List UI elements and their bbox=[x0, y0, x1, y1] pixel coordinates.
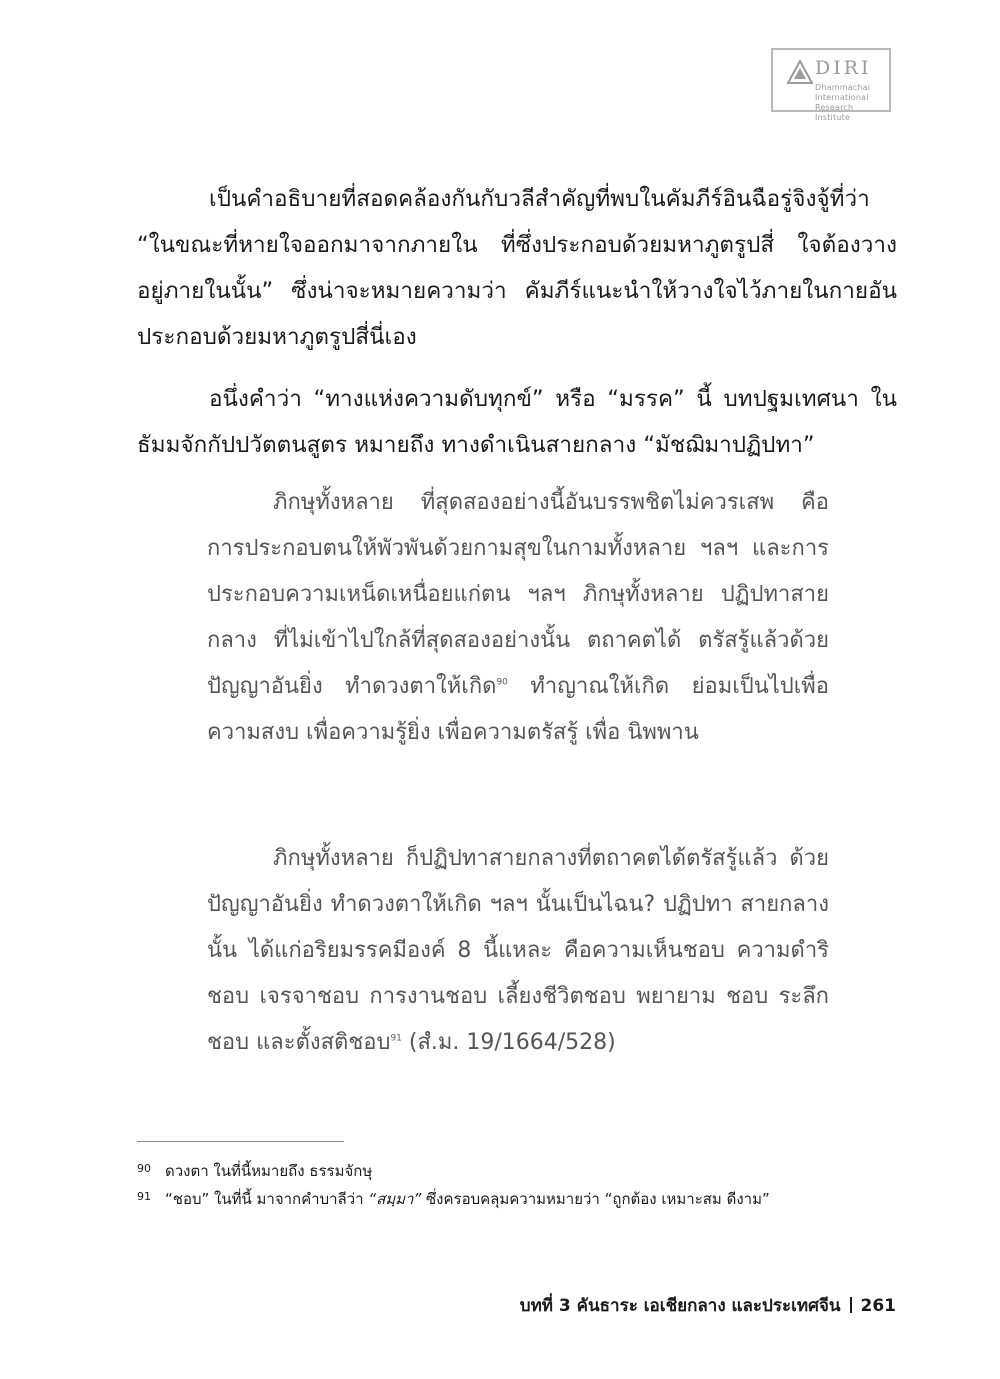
pali-term: “สมฺมา” bbox=[368, 1190, 422, 1208]
footnote-ref-91[interactable]: 91 bbox=[390, 1033, 402, 1044]
page-number: 261 bbox=[860, 1296, 896, 1316]
footnote-number: 90 bbox=[137, 1162, 151, 1175]
footer-separator bbox=[850, 1297, 852, 1313]
chapter-title: บทที่ 3 คันธาระ เอเชียกลาง และประเทศจีน bbox=[519, 1296, 841, 1316]
logo-wordmark: DIRI bbox=[815, 57, 872, 79]
quote-2-text: ภิกษุทั้งหลาย ก็ปฏิปทาสายกลางที่ตถาคตได้ตรัสรู้แล้ว ด้วยปัญญาอันยิ่ง ทำดวงตาให้เกิด ฯลฯ นั้นเป็นไฉน? ปฏิปทา สายกลางนั้น ได้แก่อริยมรรคมีองค์ 8 นี้แหละ คือความเห็นชอบ ความดำริชอบ เจรจาชอบ การงานชอบ เลี้ยงชีวิตชอบ พยายาม ชอบ ระลึกชอบ และตั้งสติชอบ bbox=[207, 846, 829, 1055]
body-paragraph-2: อนึ่งคำว่า “ทางแห่งความดับทุกข์” หรือ “มรรค” นี้ บทปฐมเทศนา ในธัมมจักกัปปวัตตนสูตร หมายถึง ทางดำเนินสายกลาง “มัชฌิมาปฏิปทา” bbox=[137, 386, 897, 458]
quote-block-1 bbox=[207, 480, 829, 756]
footnote-text: “ชอบ” ในที่นี้ มาจากคำบาลีว่า bbox=[165, 1190, 369, 1208]
footnote-number: 91 bbox=[137, 1190, 151, 1203]
diri-logo bbox=[771, 48, 891, 122]
logo-subtitle bbox=[815, 83, 889, 123]
footnote-ref-90[interactable]: 90 bbox=[496, 677, 508, 688]
footnote-text-cont: ซึ่งครอบคลุมความหมายว่า “ถูกต้อง เหมาะสม ดีงาม” bbox=[421, 1190, 770, 1208]
footnote-91 bbox=[137, 1186, 897, 1210]
logo-subtitle-line2: Research Institute bbox=[815, 103, 854, 122]
body-paragraph-1: เป็นคำอธิบายที่สอดคล้องกันกับวลีสำคัญที่พบในคัมภีร์อินฉือรู่จิงจู้ที่ว่า “ในขณะที่หายใจออกมาจากภายใน ที่ซึ่งประกอบด้วยมหาภูตรูปสี่ ใจต้องวาง อยู่ภายในนั้น” ซึ่งน่าจะหมายความว่า คัมภีร์แนะนำให้วางใจไว้ภายในกายอัน ประกอบด้วยมหาภูตรูปสี่นี่เอง bbox=[137, 186, 897, 350]
footnote-90 bbox=[137, 1158, 897, 1182]
footnote-text: ดวงตา ในที่นี้หมายถึง ธรรมจักษุ bbox=[165, 1162, 373, 1180]
quote-2-text-cont: (สํ.ม. 19/1664/528) bbox=[401, 1030, 616, 1055]
quote-1-text: ภิกษุทั้งหลาย ที่สุดสองอย่างนี้อันบรรพชิตไม่ควรเสพ คือ การประกอบตนให้พัวพันด้วยกามสุขในกามทั้งหลาย ฯลฯ และการประกอบความเหน็ดเหนื่อยแก่ตน ฯลฯ ภิกษุทั้งหลาย ปฏิปทาสายกลาง ที่ไม่เข้าไปใกล้ที่สุดสองอย่างนั้น ตถาคตได้ ตรัสรู้แล้วด้วยปัญญาอันยิ่ง ทำดวงตาให้เกิด bbox=[207, 490, 829, 699]
logo-subtitle-line1: Dhammachai International bbox=[815, 83, 871, 102]
triangle-logo-icon bbox=[787, 60, 813, 84]
quote-1-text-cont: ทำญาณให้เกิด ย่อมเป็นไปเพื่อความสงบ เพื่อความรู้ยิ่ง เพื่อความตรัสรู้ เพื่อ นิพพาน bbox=[207, 674, 829, 745]
page-footer bbox=[520, 1292, 896, 1319]
quote-block-2 bbox=[207, 836, 829, 1066]
footnote-divider bbox=[137, 1141, 344, 1142]
